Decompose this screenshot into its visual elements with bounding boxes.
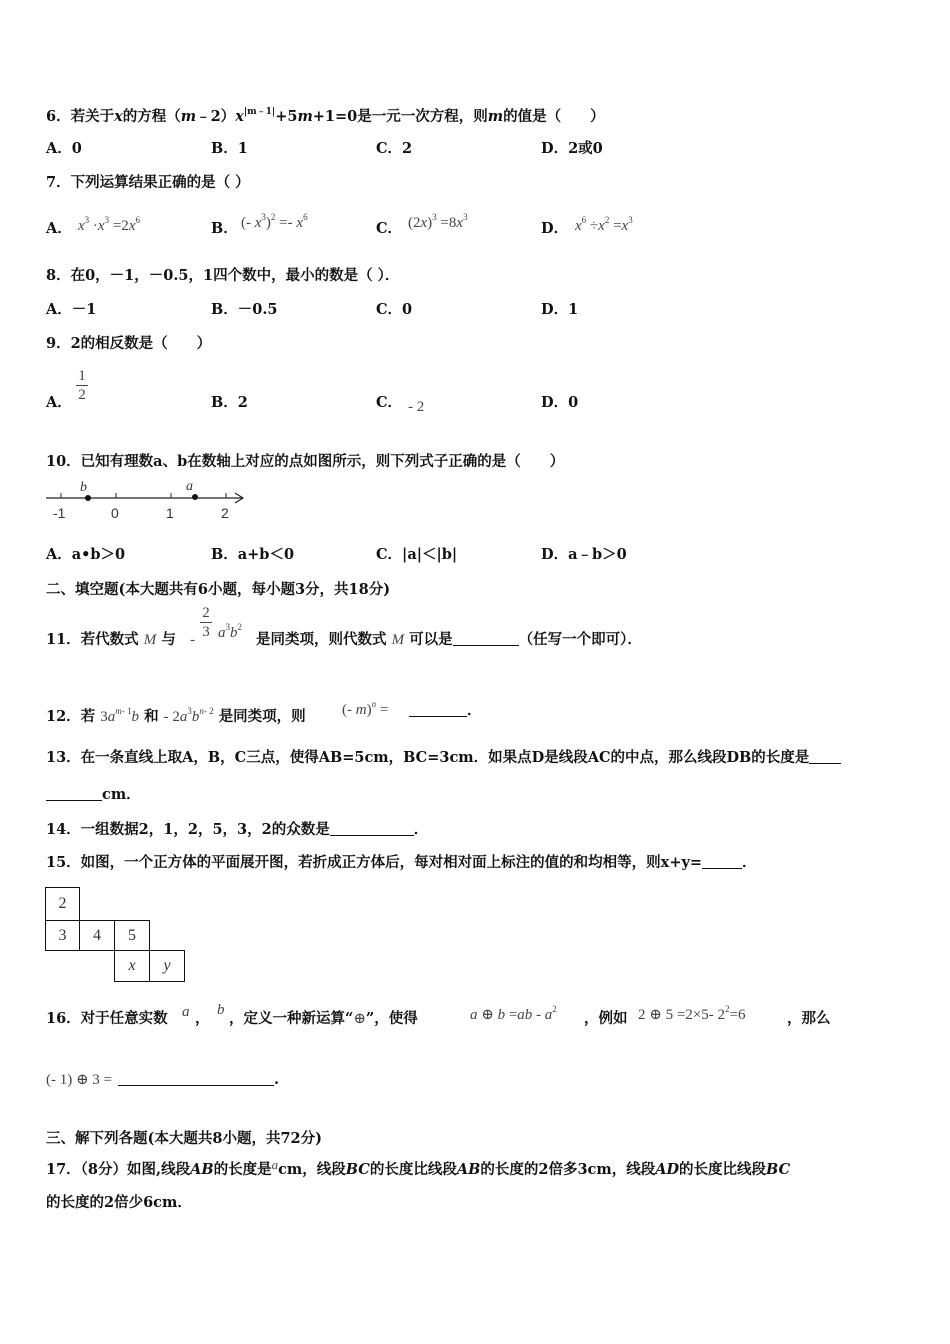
q11-monomial: $a^3b^2$ bbox=[218, 622, 242, 641]
question-16-stem-mid: ，定义一种新运算“⊕”，使得 bbox=[229, 1010, 418, 1027]
number-line-figure bbox=[44, 478, 254, 522]
question-11-stem-rest: 是同类项，则代数式 M 可以是 （任写一个即可）． bbox=[256, 631, 642, 648]
q6-option-c[interactable]: C．2 bbox=[376, 140, 413, 157]
q7-option-b[interactable]: B． bbox=[211, 220, 238, 237]
point-b bbox=[85, 495, 91, 501]
q8-option-a[interactable]: A．－1 bbox=[46, 301, 97, 318]
question-16-answer-line: (- 1) ⊕ 3 = . bbox=[46, 1071, 280, 1088]
q12-expression: (- m)$^n$ = bbox=[342, 699, 389, 718]
q9-option-b[interactable]: B．2 bbox=[211, 394, 248, 411]
section-3-heading: 三、解下列各题(本大题共8小题，共72分) bbox=[46, 1130, 322, 1147]
q10-option-d[interactable]: D．a﹣b＞0 bbox=[541, 546, 627, 563]
q16-tail: ，那么 bbox=[787, 1010, 831, 1027]
q15-answer-blank[interactable] bbox=[702, 854, 742, 869]
question-13-stem: 13．在一条直线上取A，B，C三点，使得AB=5cm，BC=3cm．如果点D是线段AC的中点，那么线段DB的长度是 bbox=[46, 748, 841, 768]
q16-example-formula: 2 ⊕ 5 =2×5- $2^2=6$ bbox=[638, 1004, 746, 1023]
section-2-heading: 二、填空题(本大题共有6小题，每小题3分，共18分) bbox=[46, 581, 391, 598]
q7-option-a-formula: $x^3 \cdot x^3 =2x^6$ bbox=[78, 215, 140, 234]
q13-answer-blank-a[interactable] bbox=[809, 749, 841, 764]
q6-option-a[interactable]: A．0 bbox=[46, 140, 82, 157]
q16-example-label: ，例如 bbox=[584, 1010, 628, 1027]
question-15-stem: 15．如图，一个正方体的平面展开图，若折成正方体后，每对相对面上标注的值的和均相等，则x+y= ． bbox=[46, 854, 757, 871]
q7-option-a[interactable]: A． bbox=[46, 220, 72, 237]
tick-label: 0 bbox=[111, 505, 119, 521]
tick-label: -1 bbox=[53, 505, 66, 521]
q12-answer-blank[interactable] bbox=[409, 702, 467, 717]
q13-answer-blank-b[interactable] bbox=[46, 786, 102, 801]
q7-option-d[interactable]: D． bbox=[541, 220, 569, 237]
q9-option-a[interactable]: A． bbox=[46, 394, 72, 411]
q16-definition-formula: a ⊕ $b =ab - a^2$ bbox=[470, 1004, 557, 1023]
question-12-stem: 12．若 $3a^{m- 1}b$ 和 - $2a^3b^{n- 2}$ 是同类项，则 bbox=[46, 706, 306, 725]
q16-answer-blank[interactable] bbox=[118, 1071, 274, 1086]
q7-option-d-formula: $x^6 \div x^2 =x^3$ bbox=[575, 215, 633, 234]
q9-option-c-value: - 2 bbox=[408, 399, 425, 415]
question-6-stem: 6．若关于x的方程$(m﹣2)x^{|m﹣1|}+5m+1=0$是一元一次方程，则m的值是（ ） bbox=[46, 107, 605, 125]
cube-face-3: 3 bbox=[45, 920, 80, 951]
question-11-stem: 11．若代数式 M 与 bbox=[46, 631, 176, 648]
q10-option-b[interactable]: B．a+b＜0 bbox=[211, 546, 295, 563]
cube-face-x: x bbox=[114, 950, 150, 982]
q11-neg-sign: - bbox=[190, 632, 195, 648]
q16-var-a: a bbox=[182, 1004, 190, 1020]
point-a bbox=[192, 494, 198, 500]
question-10-stem: 10．已知有理数a、b在数轴上对应的点如图所示，则下列式子正确的是（ ） bbox=[46, 453, 565, 470]
label-b: b bbox=[80, 480, 87, 495]
label-a: a bbox=[186, 479, 193, 494]
cube-face-2: 2 bbox=[45, 887, 80, 921]
q8-option-b[interactable]: B．－0.5 bbox=[211, 301, 278, 318]
question-16-stem: 16．对于任意实数 bbox=[46, 1010, 168, 1027]
tick-label: 2 bbox=[221, 505, 229, 521]
q14-answer-blank[interactable] bbox=[330, 821, 414, 836]
q9-fraction-one-half: 1 2 bbox=[76, 367, 88, 404]
tick-label: 1 bbox=[166, 505, 174, 521]
q12-answer: ． bbox=[409, 701, 482, 721]
question-7-stem: 7．下列运算结果正确的是（ ） bbox=[46, 174, 250, 191]
q7-option-c[interactable]: C． bbox=[376, 220, 403, 237]
q6-option-d[interactable]: D．2或0 bbox=[541, 140, 603, 157]
q11-fraction-two-thirds: 2 3 bbox=[200, 604, 212, 641]
q7-option-b-formula: (- $x^3)^2 =- x^6$ bbox=[241, 212, 308, 231]
q8-option-d[interactable]: D．1 bbox=[541, 301, 579, 318]
q6-option-b[interactable]: B．1 bbox=[211, 140, 248, 157]
cube-face-y: y bbox=[149, 950, 185, 982]
q16-comma: ， bbox=[195, 1010, 210, 1027]
q16-var-b: b bbox=[217, 1002, 225, 1018]
q10-option-a[interactable]: A．a•b＞0 bbox=[46, 546, 126, 563]
q10-option-c[interactable]: C．|a|＜|b| bbox=[376, 546, 458, 563]
q8-option-c[interactable]: C．0 bbox=[376, 301, 413, 318]
question-9-stem: 9．2的相反数是（ ） bbox=[46, 335, 212, 352]
q9-option-c[interactable]: C． bbox=[376, 394, 403, 411]
question-17-stem: 17．（8分）如图,线段AB的长度是acm，线段BC的长度比线段AB的长度的2倍多3cm，线段AD的长度比线段BC bbox=[46, 1157, 791, 1178]
question-13-stem-cont: cm． bbox=[46, 785, 141, 805]
question-17-stem-cont: 的长度的2倍少6cm． bbox=[46, 1194, 192, 1211]
cube-face-5: 5 bbox=[114, 920, 150, 951]
question-14-stem: 14．一组数据2，1，2，5，3，2的众数是 ． bbox=[46, 821, 429, 838]
q11-answer-blank[interactable] bbox=[453, 631, 519, 646]
q7-option-c-formula: $(2x)^3 =8x^3$ bbox=[408, 212, 468, 231]
q9-option-d[interactable]: D．0 bbox=[541, 394, 579, 411]
question-8-stem: 8．在0，－1，－0.5，1四个数中，最小的数是（ ）． bbox=[46, 267, 400, 284]
cube-face-4: 4 bbox=[79, 920, 115, 951]
